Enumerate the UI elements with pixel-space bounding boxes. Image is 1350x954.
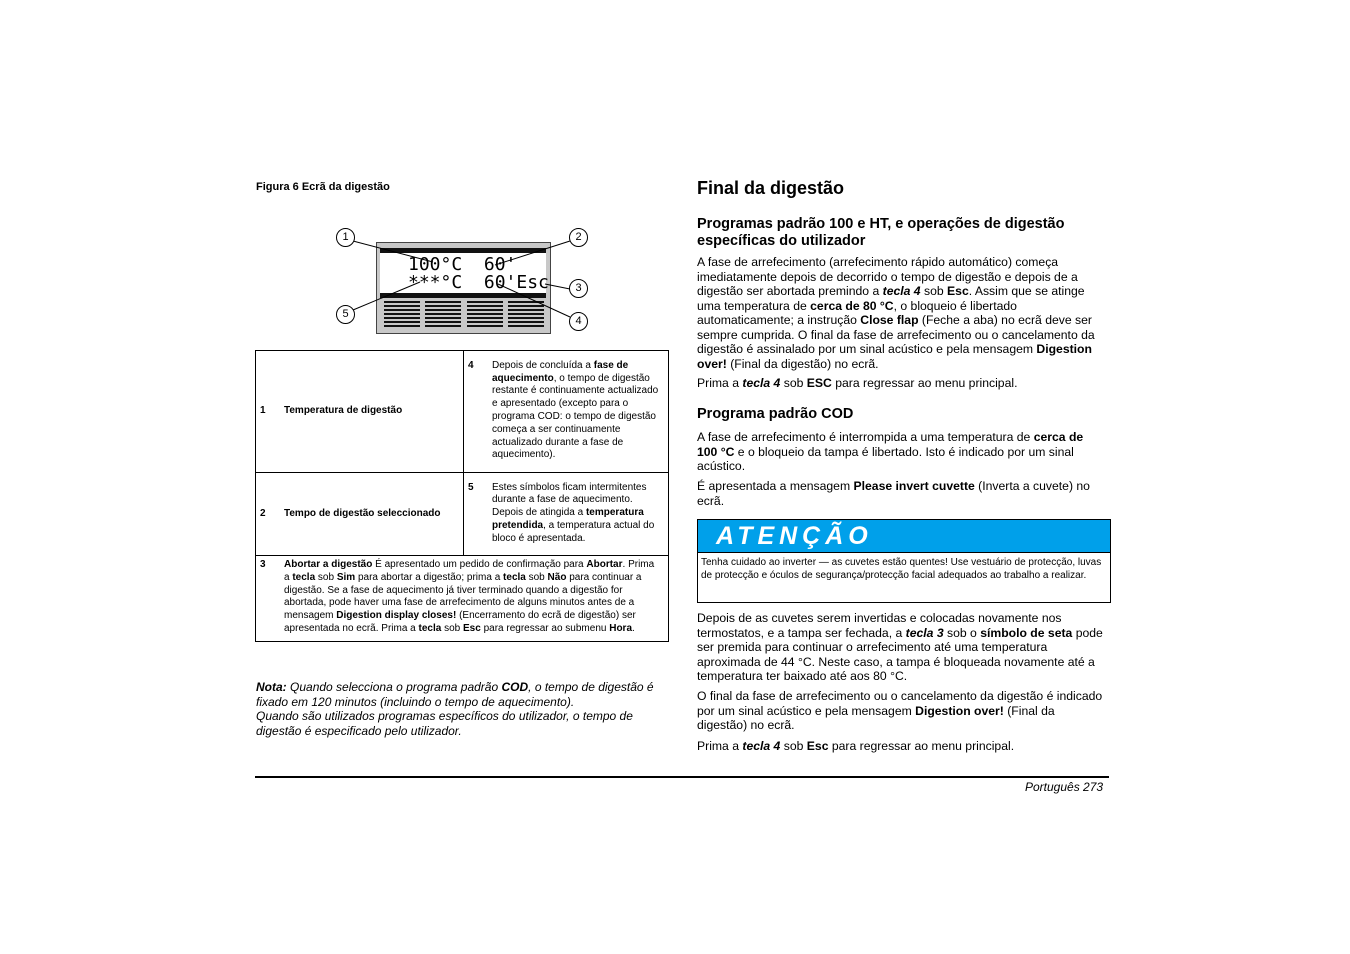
callout-line-3: [545, 284, 570, 289]
warning-text: Tenha cuidado ao inverter — as cuvetes estão quentes! Use vestuário de protecção, luvas de protecção e óculos de segurança/protecção facial adequados ao trabalho a realizar.: [697, 552, 1111, 603]
paragraph-cod-cooling: A fase de arrefecimento é interrompida a uma temperatura de cerca de 100 °C e o bloqueio da tampa é libertado. Isto é indicado por um sinal acústico.: [697, 430, 1084, 473]
callout-line-4: [498, 284, 570, 317]
section-title: Final da digestão: [697, 178, 845, 198]
lcd-line-2: ***°C 60'Esc: [408, 272, 549, 293]
legend-number: 4: [468, 359, 474, 371]
callout-line-1: [353, 241, 433, 262]
paragraph-return-menu-2: Prima a tecla 4 sob Esc para regressar ao menu principal.: [697, 739, 1015, 753]
legend-cell-5: [464, 473, 669, 556]
subsection-title-cod: Programa padrão COD: [697, 406, 854, 422]
legend-number: 2: [260, 507, 266, 519]
legend-description: Depois de concluída a fase de aquecimento, o tempo de digestão restante é continuamente actualizado e apresentado (excepto para o programa COD: o tempo de digestão começa a ser continuamente actualizado durante a fase de aquecimento).: [492, 359, 659, 461]
legend-cell-1: [256, 351, 464, 473]
callout-4: 4: [569, 312, 588, 331]
warning-title: ATENÇÃO: [716, 522, 873, 550]
paragraph-invert-cuvette: É apresentada a mensagem Please invert cuvette (Inverta a cuvete) no ecrã.: [697, 479, 1090, 508]
legend-label: Tempo de digestão seleccionado: [284, 507, 441, 519]
legend-number: 5: [468, 481, 474, 493]
legend-cell-2: [256, 473, 464, 556]
table-row: [256, 473, 669, 556]
legend-number: 1: [260, 405, 266, 417]
paragraph-end-of-cooling: O final da fase de arrefecimento ou o cancelamento da digestão é indicado por um sinal acústico e pela mensagem Digestion over! (Final da digestão) no ecrã.: [697, 689, 1103, 732]
figure-caption: Figura 6 Ecrã da digestão: [256, 181, 390, 193]
paragraph-return-menu-1: Prima a tecla 4 sob ESC para regressar ao menu principal.: [697, 376, 1018, 390]
callout-line-5: [353, 282, 420, 310]
callout-1: 1: [336, 228, 355, 247]
footer-rule: [255, 776, 1109, 778]
paragraph-cooling-phase: A fase de arrefecimento (arrefecimento rápido automático) começa imediatamente depois de decorrido o tempo de digestão e depois de a digestão ser abortada premindo a tecla 4 sob Esc. Assim que se atinge uma temperatura de cerca de 80 °C, o bloqueio é libertado automaticamente; a instrução Close flap (Feche a aba) no ecrã deve ser sempre cumprida. O final da fase de arrefecimento ou o cancelamento da digestão é assinalado por um sinal acústico e pela mensagem Digestion over! (Final da digestão) no ecrã.: [697, 255, 1095, 371]
callout-3: 3: [569, 279, 588, 298]
callout-line-2: [495, 241, 570, 265]
paragraph-continue-cooling: Depois de as cuvetes serem invertidas e colocadas novamente nos termostatos, e a tampa ser fechada, a tecla 3 sob o símbolo de seta pode ser premida para continuar o arrefecimento até uma temperatura aproximada de 44 °C. Neste caso, a tampa é bloqueada novamente até a temperatura ter baixado até aos 80 °C.: [697, 611, 1103, 683]
note-line-1: Nota: Quando selecciona o programa padrão COD, o tempo de digestão é fixado em 120 minutos (incluindo o tempo de aquecimento).: [256, 680, 654, 709]
page-footer: Português 273: [1025, 780, 1104, 794]
legend-cell-3: [256, 556, 669, 642]
table-row: [256, 556, 669, 642]
callout-5: 5: [336, 305, 355, 324]
legend-description: Abortar a digestão É apresentado um pedido de confirmação para Abortar. Prima a tecla sob Sim para abortar a digestão; prima a tecla sob Não para continuar a digestão. Se a fase de aquecimento já tiver terminado quando a digestão for abortada, pode haver uma fase de arrefecimento de alguns minutos antes de a mensagem Digestion display closes! (Encerramento do ecrã de digestão) ser apresentada no ecrã. Prima a tecla sob Esc para regressar ao submenu Hora.: [284, 559, 655, 634]
legend-description: Estes símbolos ficam intermitentes durante a fase de aquecimento. Depois de atingida a temperatura pretendida, a temperatura actual do bloco é apresentada.: [492, 481, 655, 544]
legend-cell-4: [464, 351, 669, 473]
lcd-line-1: 100°C 60': [408, 254, 517, 275]
callout-2: 2: [569, 228, 588, 247]
subsection-title-standard-programs: Programas padrão 100 e HT, e operações de digestão específicas do utilizador: [697, 216, 1065, 249]
figure-legend-table: [255, 350, 669, 642]
legend-label: Temperatura de digestão: [284, 405, 403, 417]
legend-number: 3: [260, 559, 266, 570]
table-row: [256, 351, 669, 473]
note-block: [256, 680, 670, 739]
note-line-2: Quando são utilizados programas específicos do utilizador, o tempo de digestão é especificado pelo utilizador.: [256, 709, 633, 739]
